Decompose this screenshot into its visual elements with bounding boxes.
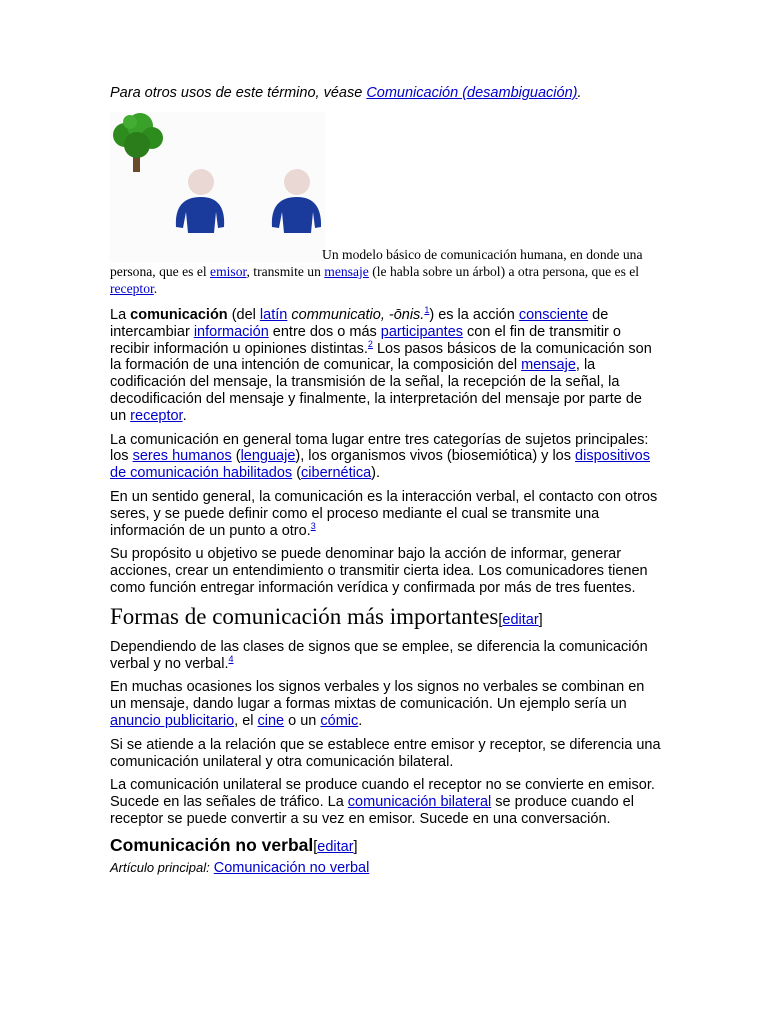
communication-model-illustration <box>110 112 325 262</box>
hatnote-text: Para otros usos de este término, véase <box>110 85 367 101</box>
cibernetica-link[interactable]: cibernética <box>301 465 372 482</box>
reference-1-link[interactable]: 1 <box>424 305 430 315</box>
mensaje-link[interactable]: mensaje <box>521 357 576 374</box>
etymology-italic: communicatio, -ōnis. <box>291 307 425 323</box>
edit-link[interactable]: editar <box>317 838 354 855</box>
text: En muchas ocasiones los signos verbales y los signos no verbales se combinan en un mensaje, dando lugar a formas mixtas de comunicación. Un ejemplo sería un <box>110 679 645 713</box>
edit-link[interactable]: editar <box>502 611 539 628</box>
text: , la codificación del mensaje, la transmisión de la señal, la recepción de la señal, la decodificación del mensaje y finalmente, la interpretación del mensaje por parte de un <box>110 357 642 424</box>
reference-3-link[interactable]: 3 <box>310 520 316 531</box>
emisor-link[interactable]: emisor <box>210 264 247 279</box>
consciente-link[interactable]: consciente <box>518 307 589 323</box>
text: ), los organismos vivos (biosemiótica) y los <box>295 448 576 465</box>
paragraph-definition <box>110 307 662 425</box>
main-article-note <box>110 859 662 877</box>
paragraph-signs <box>110 639 662 673</box>
text: con el fin de transmitir o recibir información u opiniones distintas. <box>110 323 621 357</box>
term-bold: comunicación <box>130 307 228 323</box>
text: ( <box>231 448 241 465</box>
bracket: ] <box>538 611 543 628</box>
reference-4-link[interactable]: 4 <box>228 653 234 664</box>
receptor-link[interactable]: receptor <box>110 281 154 296</box>
hatnote <box>110 84 662 102</box>
text: Dependiendo de las clases de signos que se emplee, se diferencia la comunicación verbal y no verbal. <box>110 638 648 672</box>
participantes-link[interactable]: participantes <box>380 323 464 340</box>
comunicacion-bilateral-link[interactable]: comunicación bilateral <box>347 794 492 811</box>
text: Los pasos básicos de la comunicación son la formación de una intención de comunicar, la composición del <box>110 340 652 374</box>
paragraph-general-sense <box>110 489 662 539</box>
seres-humanos-link[interactable]: seres humanos <box>132 448 232 465</box>
text: (del <box>227 307 260 323</box>
section-heading-no-verbal <box>110 835 662 857</box>
paragraph-purpose: Su propósito u objetivo se puede denominar bajo la acción de informar, generar acciones, crear un entendimiento o transmitir cierta idea. Los comunicadores tienen como función entregar información verídica y confirmada por más de tres fuentes. <box>110 546 648 596</box>
informacion-link[interactable]: información <box>193 323 269 340</box>
reference-2-link[interactable]: 2 <box>367 338 373 349</box>
section-heading-formas <box>110 604 662 633</box>
section-title: Formas de comunicación más importantes <box>110 603 499 629</box>
edit-section <box>498 612 542 628</box>
text: o un <box>284 712 321 729</box>
edit-section <box>313 839 357 855</box>
main-article-link[interactable]: Comunicación no verbal <box>213 859 370 876</box>
text: En un sentido general, la comunicación es la interacción verbal, el contacto con otros seres, y se puede definir como el proceso mediante el cual se transmite una información de un punto a otro. <box>110 488 658 539</box>
anuncio-publicitario-link[interactable]: anuncio publicitario <box>110 712 235 729</box>
text: entre dos o más <box>268 323 381 340</box>
text: La comunicación en general toma lugar entre tres categorías de sujetos principales: los <box>110 431 649 465</box>
paragraph-relation: Si se atiende a la relación que se establece entre emisor y receptor, se diferencia una comunicación unilateral y otra comunicación bilateral. <box>110 736 661 770</box>
latin-link[interactable]: latín <box>259 307 288 323</box>
mensaje-link[interactable]: mensaje <box>324 264 369 279</box>
text: . <box>358 712 363 729</box>
text: La comunicación unilateral se produce cuando el receptor no se convierte en emisor. Sucede en las señales de tráfico. La <box>110 777 655 811</box>
text: ) es la acción <box>429 307 519 323</box>
main-article-label: Artículo principal: <box>110 859 210 875</box>
text: La <box>110 307 131 323</box>
figure-caption <box>110 246 662 297</box>
text: se produce cuando el receptor se puede convertir a su vez en emisor. Sucede en una conversación. <box>110 794 634 827</box>
dispositivos-link[interactable]: dispositivos de comunicación habilitados <box>110 448 650 482</box>
bracket: ] <box>353 838 358 855</box>
text: ). <box>371 465 381 482</box>
lenguaje-link[interactable]: lenguaje <box>240 448 296 465</box>
text: ( <box>292 465 302 482</box>
paragraph-categories <box>110 432 662 482</box>
cine-link[interactable]: cine <box>257 712 285 729</box>
figure <box>110 112 662 297</box>
paragraph-mixed-forms <box>110 679 662 729</box>
caption-text: . <box>153 281 158 296</box>
text: de intercambiar <box>110 307 609 340</box>
caption-text: , transmite un <box>246 264 325 279</box>
text: , el <box>234 712 258 729</box>
text: . <box>182 407 187 424</box>
section-title: Comunicación no verbal <box>110 834 314 855</box>
caption-text: (le habla sobre un árbol) a otra persona, que es el <box>368 264 640 279</box>
bracket: [ <box>498 611 503 628</box>
receptor-link[interactable]: receptor <box>130 407 183 424</box>
bracket: [ <box>313 838 318 855</box>
comic-link[interactable]: cómic <box>320 712 359 729</box>
paragraph-unilateral <box>110 777 662 827</box>
article-body <box>110 84 662 877</box>
caption-text: Un modelo básico de comunicación humana, en donde una persona, que es el <box>110 247 643 279</box>
hatnote-period: . <box>577 85 582 101</box>
disambiguation-link[interactable]: Comunicación (desambiguación) <box>366 85 578 101</box>
